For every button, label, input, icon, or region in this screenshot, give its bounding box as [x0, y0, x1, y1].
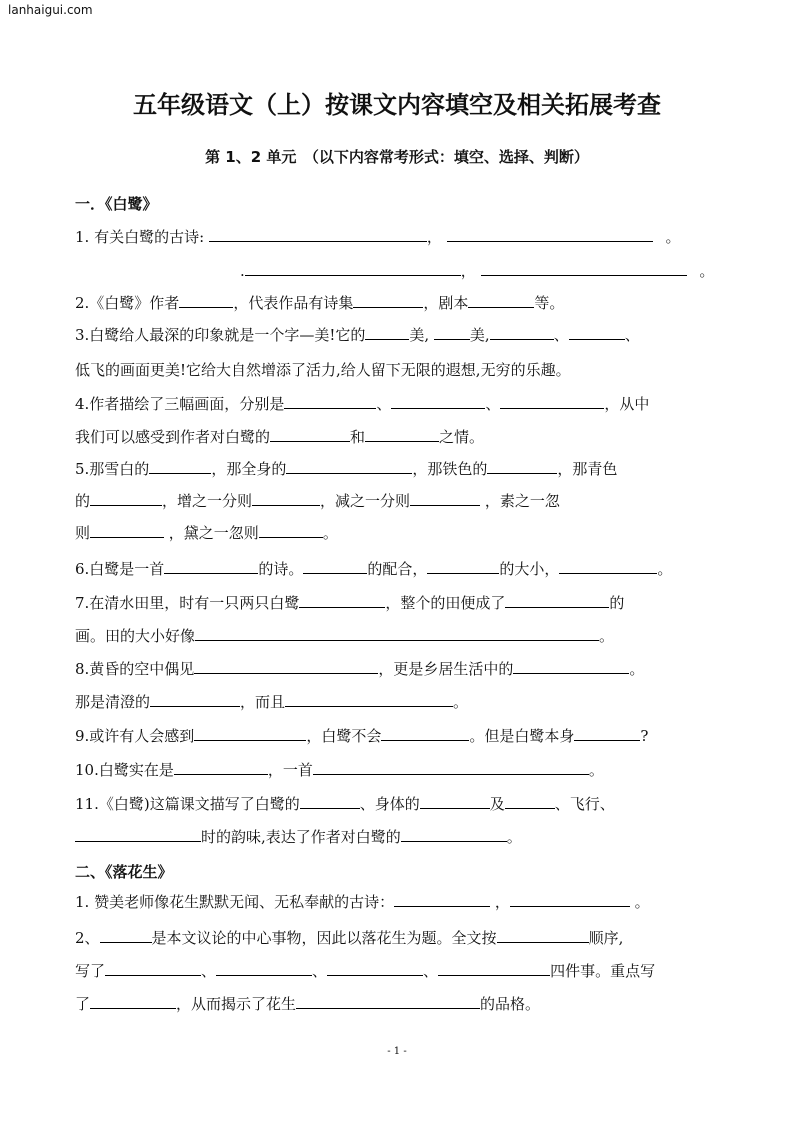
answer-blank[interactable] — [149, 456, 211, 474]
answer-blank[interactable] — [574, 723, 640, 741]
answer-blank[interactable] — [365, 322, 409, 340]
section-heading-bailu: 一．《白鹭》 — [75, 195, 158, 213]
answer-blank[interactable] — [569, 322, 625, 340]
answer-blank[interactable] — [427, 556, 499, 574]
answer-blank[interactable] — [559, 556, 657, 574]
answer-blank[interactable] — [105, 958, 201, 976]
answer-blank[interactable] — [90, 488, 162, 506]
answer-blank[interactable] — [90, 991, 176, 1009]
answer-blank[interactable] — [365, 424, 439, 442]
answer-blank[interactable] — [195, 623, 599, 641]
answer-blank[interactable] — [490, 322, 554, 340]
answer-blank[interactable] — [327, 958, 423, 976]
answer-blank[interactable] — [245, 258, 461, 276]
question-r2-line-3: 了 ，从而揭示了花生 的品格。 — [75, 991, 730, 1017]
answer-blank[interactable] — [500, 391, 604, 409]
answer-blank[interactable] — [487, 456, 557, 474]
question-4-line-2: 我们可以感受到作者对白鹭的 和 之情。 — [75, 424, 730, 450]
question-r1: 1. 赞美老师像花生默默无闻、无私奉献的古诗： ， 。 — [75, 889, 730, 915]
answer-blank[interactable] — [100, 925, 152, 943]
answer-blank[interactable] — [481, 258, 687, 276]
question-r2-line-2: 写了 、 、 、 四件事。重点写 — [75, 958, 730, 984]
question-11-line-2: 时的韵味,表达了作者对白鹭的 。 — [75, 824, 730, 850]
question-3-line-1: 3.白鹭给人最深的印象就是一个字—美!它的 美, 美, 、 、 — [75, 322, 730, 348]
question-5-line-1: 5.那雪白的 ，那全身的 ，那铁色的 ，那青色 — [75, 456, 730, 482]
answer-blank[interactable] — [75, 824, 201, 842]
answer-blank[interactable] — [194, 656, 378, 674]
answer-blank[interactable] — [505, 791, 555, 809]
question-7-line-2: 画。田的大小好像 。 — [75, 623, 730, 649]
question-r2-line-1: 2、 是本文议论的中心事物，因此以落花生为题。全文按 顺序, — [75, 925, 730, 951]
site-watermark: lanhaigui.com — [8, 3, 93, 17]
answer-blank[interactable] — [300, 791, 360, 809]
page-subtitle: 第 1、2 单元 （以下内容常考形式：填空、选择、判断） — [205, 148, 589, 166]
answer-blank[interactable] — [468, 290, 534, 308]
answer-blank[interactable] — [497, 925, 589, 943]
question-3-line-2: 低飞的画面更美!它给大自然增添了活力,给人留下无限的遐想,无穷的乐趣。 — [75, 361, 571, 379]
answer-blank[interactable] — [164, 556, 258, 574]
question-6: 6.白鹭是一首 的诗。 的配合， 的大小， 。 — [75, 556, 730, 582]
question-5-line-2: 的 ，增之一分则 ，减之一分则 ，素之一忽 — [75, 488, 730, 514]
answer-blank[interactable] — [174, 757, 268, 775]
answer-blank[interactable] — [391, 391, 485, 409]
question-8-line-1: 8.黄昏的空中偶见 ，更是乡居生活中的 。 — [75, 656, 730, 682]
answer-blank[interactable] — [209, 224, 427, 242]
answer-blank[interactable] — [90, 520, 164, 538]
answer-blank[interactable] — [434, 322, 470, 340]
answer-blank[interactable] — [252, 488, 320, 506]
answer-blank[interactable] — [438, 958, 550, 976]
answer-blank[interactable] — [394, 889, 490, 907]
question-1-line-2: . ， 。 — [240, 258, 730, 284]
question-1-line-1: 1. 有关白鹭的古诗: ， 。 — [75, 224, 730, 250]
answer-blank[interactable] — [284, 391, 376, 409]
answer-blank[interactable] — [420, 791, 490, 809]
answer-blank[interactable] — [285, 689, 453, 707]
page-title: 五年级语文（上）按课文内容填空及相关拓展考查 — [133, 91, 661, 119]
answer-blank[interactable] — [381, 723, 469, 741]
answer-blank[interactable] — [513, 656, 629, 674]
answer-blank[interactable] — [401, 824, 507, 842]
question-10: 10.白鹭实在是 ，一首 。 — [75, 757, 730, 783]
question-4-line-1: 4.作者描绘了三幅画面，分别是 、 、 ，从中 — [75, 391, 730, 417]
answer-blank[interactable] — [216, 958, 312, 976]
question-2: 2.《白鹭》作者 ，代表作品有诗集 ，剧本 等。 — [75, 290, 730, 316]
answer-blank[interactable] — [303, 556, 367, 574]
answer-blank[interactable] — [179, 290, 233, 308]
answer-blank[interactable] — [299, 590, 385, 608]
answer-blank[interactable] — [505, 590, 609, 608]
answer-blank[interactable] — [447, 224, 653, 242]
question-9: 9.或许有人会感到 ，白鹭不会 。但是白鹭本身 ? — [75, 723, 730, 749]
question-11-line-1: 11.《白鹭)这篇课文描写了白鹭的 、身体的 及 、飞行、 — [75, 791, 730, 817]
answer-blank[interactable] — [150, 689, 240, 707]
answer-blank[interactable] — [510, 889, 630, 907]
answer-blank[interactable] — [194, 723, 306, 741]
answer-blank[interactable] — [270, 424, 350, 442]
answer-blank[interactable] — [286, 456, 412, 474]
answer-blank[interactable] — [410, 488, 480, 506]
answer-blank[interactable] — [353, 290, 423, 308]
question-8-line-2: 那是清澄的 ，而且 。 — [75, 689, 730, 715]
question-7-line-1: 7.在清水田里，时有一只两只白鹭 ，整个的田便成了 的 — [75, 590, 730, 616]
answer-blank[interactable] — [296, 991, 480, 1009]
page-number: - 1 - — [387, 1046, 407, 1057]
answer-blank[interactable] — [313, 757, 589, 775]
question-5-line-3: 则 ，黛之一忽则 。 — [75, 520, 730, 546]
answer-blank[interactable] — [259, 520, 323, 538]
section-heading-luohuasheng: 二、《落花生》 — [75, 863, 173, 881]
